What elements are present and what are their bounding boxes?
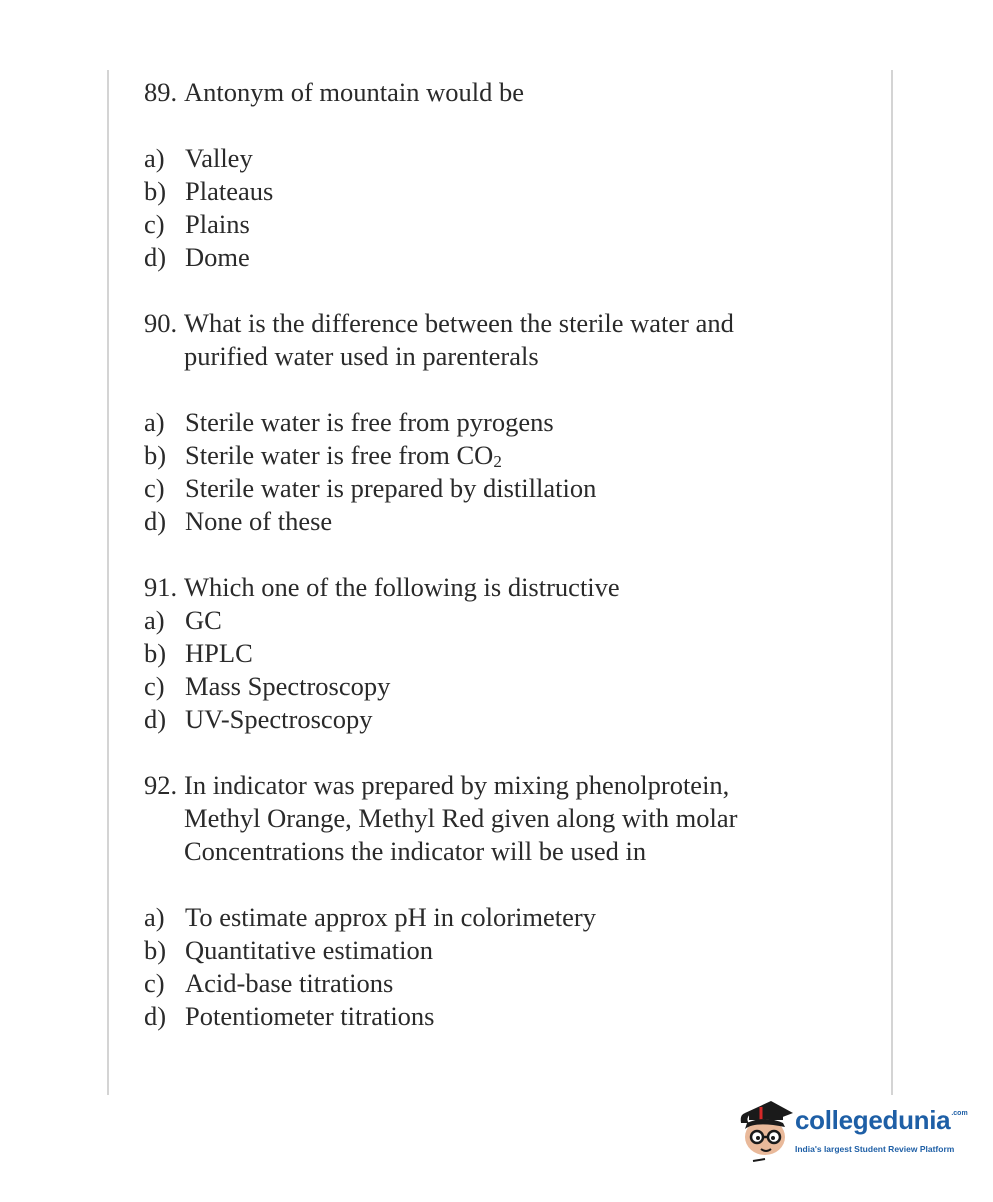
option-text: To estimate approx pH in colorimetery [185, 902, 596, 932]
question-number: 91. [144, 572, 178, 602]
option-text: Dome [185, 242, 250, 272]
option-item [144, 967, 864, 1000]
option-text: Sterile water is prepared by distillation [185, 473, 597, 503]
option-text: Mass Spectroscopy [185, 671, 391, 701]
option-label: b) [144, 638, 167, 668]
option-item [144, 604, 864, 637]
option-text: Valley [185, 143, 253, 173]
question-92 [144, 769, 864, 1033]
option-text: UV-Spectroscopy [185, 704, 373, 734]
brand-tagline: India's largest Student Review Platform [795, 1144, 955, 1154]
question-stem [144, 307, 864, 373]
option-label: d) [144, 242, 167, 272]
question-89 [144, 76, 864, 274]
question-stem [144, 769, 864, 868]
left-margin-rule [107, 70, 109, 1095]
option-label: d) [144, 506, 167, 536]
question-text: Which one of the following is distructive [184, 572, 620, 602]
option-item [144, 670, 864, 703]
option-item [144, 241, 864, 274]
question-number: 90. [144, 308, 178, 338]
question-number: 92. [144, 770, 178, 800]
question-list [144, 76, 864, 1033]
option-item [144, 934, 864, 967]
option-item [144, 208, 864, 241]
option-label: b) [144, 440, 167, 470]
option-item [144, 175, 864, 208]
question-text: What is the difference between the sterile water and purified water used in parenterals [184, 308, 734, 371]
option-text: Acid-base titrations [185, 968, 394, 998]
option-item [144, 142, 864, 175]
option-text: Sterile water is free from pyrogens [185, 407, 554, 437]
option-label: a) [144, 407, 165, 437]
option-label: a) [144, 143, 165, 173]
option-label: d) [144, 704, 167, 734]
question-90 [144, 307, 864, 538]
option-text: Plains [185, 209, 250, 239]
question-91 [144, 571, 864, 736]
subscript: 2 [493, 452, 502, 471]
brand-name: collegedunia$^{.com}$ [795, 1105, 968, 1135]
option-item [144, 1000, 864, 1033]
question-number: 89. [144, 77, 178, 107]
option-text: Quantitative estimation [185, 935, 434, 965]
option-label: b) [144, 176, 167, 206]
option-label: c) [144, 968, 165, 998]
option-item [144, 637, 864, 670]
option-text: None of these [185, 506, 333, 536]
option-item [144, 703, 864, 736]
option-label: b) [144, 935, 167, 965]
option-text: Sterile water is free from $CO_2$ [185, 440, 502, 471]
option-text: Potentiometer titrations [185, 1001, 435, 1031]
option-item [144, 901, 864, 934]
question-stem [144, 76, 864, 109]
option-label: c) [144, 671, 165, 701]
option-text: HPLC [185, 638, 253, 668]
question-stem [144, 571, 864, 604]
option-item [144, 406, 864, 439]
right-margin-rule [891, 70, 893, 1095]
question-text: In indicator was prepared by mixing phenolprotein, Methyl Orange, Methyl Red given along with molar Concentrations the indicator will be used in [184, 770, 738, 866]
option-label: c) [144, 209, 165, 239]
mascot-icon [735, 1093, 795, 1165]
option-label: c) [144, 473, 165, 503]
option-item [144, 439, 864, 472]
option-item [144, 505, 864, 538]
option-label: a) [144, 902, 165, 932]
option-label: a) [144, 605, 165, 635]
option-item [144, 472, 864, 505]
option-text: Plateaus [185, 176, 274, 206]
option-text: GC [185, 605, 222, 635]
option-label: d) [144, 1001, 167, 1031]
question-text: Antonym of mountain would be [184, 77, 525, 107]
collegedunia-logo [735, 1093, 968, 1173]
